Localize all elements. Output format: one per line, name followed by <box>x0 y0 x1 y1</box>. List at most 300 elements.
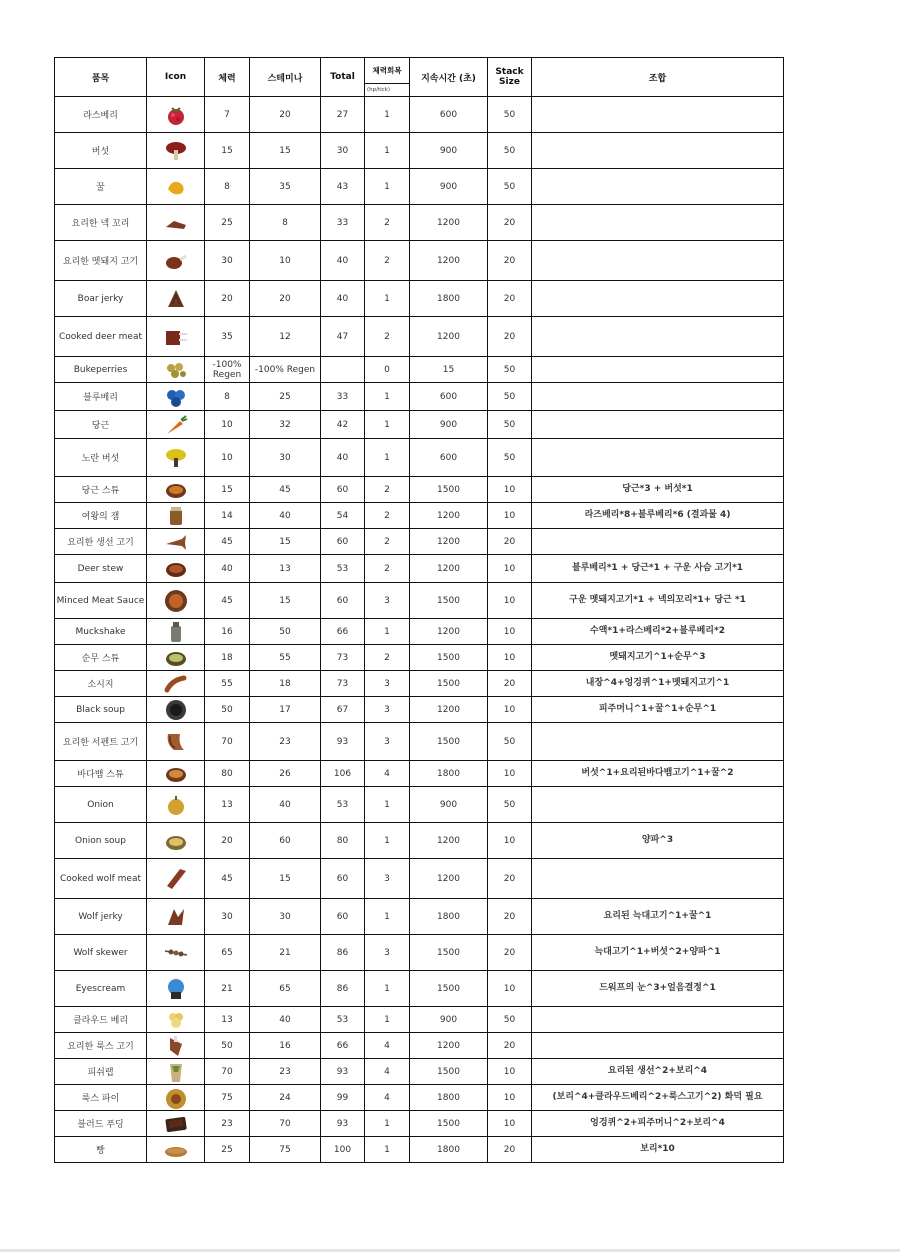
table-row <box>55 241 784 281</box>
regen-value: 1 <box>365 823 410 859</box>
regen-value: 1 <box>365 411 410 439</box>
item-icon-cell <box>147 555 205 583</box>
table-row <box>55 583 784 619</box>
item-icon-cell <box>147 859 205 899</box>
recipe-value: 요리된 생선^2+보리^4 <box>532 1059 784 1085</box>
stamina-value: 15 <box>250 583 321 619</box>
total-value: 33 <box>321 205 365 241</box>
stamina-value: 65 <box>250 971 321 1007</box>
table-row <box>55 357 784 383</box>
stack-size-value: 10 <box>488 971 532 1007</box>
item-name: 블러드 푸딩 <box>55 1111 147 1137</box>
table-row <box>55 411 784 439</box>
table-row <box>55 97 784 133</box>
regen-value: 2 <box>365 205 410 241</box>
regen-value: 2 <box>365 317 410 357</box>
recipe-value: 드워프의 눈^3+얼음결정^1 <box>532 971 784 1007</box>
table-row <box>55 935 784 971</box>
total-value: 33 <box>321 383 365 411</box>
eyescream-icon <box>164 977 188 1001</box>
recipe-value <box>532 281 784 317</box>
table-row <box>55 619 784 645</box>
table-row <box>55 317 784 357</box>
recipe-value: 늑대고기^1+버섯^2+양파^1 <box>532 935 784 971</box>
stamina-value: 23 <box>250 1059 321 1085</box>
item-name: 클라우드 베리 <box>55 1007 147 1033</box>
header-total: Total <box>321 58 365 97</box>
table-row <box>55 761 784 787</box>
table-row <box>55 1111 784 1137</box>
stamina-value: 15 <box>250 133 321 169</box>
item-name: Wolf skewer <box>55 935 147 971</box>
honey-icon <box>164 175 188 199</box>
regen-value: 0 <box>365 357 410 383</box>
table-row <box>55 1007 784 1033</box>
cooked-neck-tail-icon <box>164 211 188 235</box>
duration-value: 1500 <box>410 583 488 619</box>
recipe-value: 멧돼지고기^1+순무^3 <box>532 645 784 671</box>
recipe-value: 라즈베리*8+블루베리*6 (결과물 4) <box>532 503 784 529</box>
stack-size-value: 50 <box>488 723 532 761</box>
health-value: 35 <box>205 317 250 357</box>
stack-size-value: 20 <box>488 317 532 357</box>
total-value: 93 <box>321 723 365 761</box>
recipe-value <box>532 787 784 823</box>
item-name: 순무 스튜 <box>55 645 147 671</box>
item-name: 꿀 <box>55 169 147 205</box>
cooked-fish-icon <box>164 530 188 554</box>
item-name: 노란 버섯 <box>55 439 147 477</box>
recipe-value: 버섯^1+요리된바다뱀고기^1+꿀^2 <box>532 761 784 787</box>
health-value: 8 <box>205 169 250 205</box>
item-name: Cooked deer meat <box>55 317 147 357</box>
item-name: Minced Meat Sauce <box>55 583 147 619</box>
stamina-value: 30 <box>250 439 321 477</box>
recipe-value: 엉겅퀴^2+피주머니^2+보리^4 <box>532 1111 784 1137</box>
stamina-value: 13 <box>250 555 321 583</box>
duration-value: 1200 <box>410 859 488 899</box>
bukeperries-icon <box>164 358 188 382</box>
duration-value: 600 <box>410 383 488 411</box>
duration-value: 1200 <box>410 317 488 357</box>
item-name: 라스베리 <box>55 97 147 133</box>
item-name: Muckshake <box>55 619 147 645</box>
item-icon-cell <box>147 899 205 935</box>
recipe-value <box>532 383 784 411</box>
carrot-icon <box>164 413 188 437</box>
item-name: 요리한 서펜트 고기 <box>55 723 147 761</box>
item-icon-cell <box>147 411 205 439</box>
stamina-value: 30 <box>250 899 321 935</box>
regen-value: 4 <box>365 1059 410 1085</box>
blood-pudding-icon <box>164 1112 188 1136</box>
yellow-mushroom-icon <box>164 446 188 470</box>
table-row <box>55 169 784 205</box>
health-value: 55 <box>205 671 250 697</box>
header-row <box>55 58 784 97</box>
table-row <box>55 1085 784 1111</box>
item-name: 요리한 룩스 고기 <box>55 1033 147 1059</box>
health-value: 75 <box>205 1085 250 1111</box>
stack-size-value: 50 <box>488 787 532 823</box>
item-icon-cell <box>147 1137 205 1163</box>
total-value: 42 <box>321 411 365 439</box>
health-value: 70 <box>205 1059 250 1085</box>
table-row <box>55 133 784 169</box>
recipe-value <box>532 97 784 133</box>
duration-value: 900 <box>410 133 488 169</box>
lox-pie-icon <box>164 1086 188 1110</box>
regen-value: 1 <box>365 787 410 823</box>
header-icon: Icon <box>147 58 205 97</box>
stamina-value: 70 <box>250 1111 321 1137</box>
item-name: 당근 스튜 <box>55 477 147 503</box>
duration-value: 1500 <box>410 477 488 503</box>
regen-value: 3 <box>365 935 410 971</box>
health-value: 14 <box>205 503 250 529</box>
health-value: 23 <box>205 1111 250 1137</box>
item-icon-cell <box>147 281 205 317</box>
duration-value: 15 <box>410 357 488 383</box>
queens-jam-icon <box>164 504 188 528</box>
stamina-value: 32 <box>250 411 321 439</box>
stamina-value: 45 <box>250 477 321 503</box>
black-soup-icon <box>164 698 188 722</box>
health-value: 50 <box>205 697 250 723</box>
stamina-value: 20 <box>250 281 321 317</box>
stamina-value: 50 <box>250 619 321 645</box>
recipe-value: 보리*10 <box>532 1137 784 1163</box>
turnip-stew-icon <box>164 646 188 670</box>
item-name: Deer stew <box>55 555 147 583</box>
duration-value: 600 <box>410 439 488 477</box>
duration-value: 1200 <box>410 619 488 645</box>
item-icon-cell <box>147 1007 205 1033</box>
item-name: 빵 <box>55 1137 147 1163</box>
item-icon-cell <box>147 1085 205 1111</box>
item-name: 요리한 넥 꼬리 <box>55 205 147 241</box>
total-value: 86 <box>321 935 365 971</box>
health-value: -100% Regen <box>205 357 250 383</box>
wolf-skewer-icon <box>164 941 188 965</box>
raspberry-icon <box>164 103 188 127</box>
health-value: 40 <box>205 555 250 583</box>
table-row <box>55 859 784 899</box>
total-value: 47 <box>321 317 365 357</box>
health-value: 18 <box>205 645 250 671</box>
total-value: 100 <box>321 1137 365 1163</box>
total-value: 40 <box>321 281 365 317</box>
total-value: 60 <box>321 529 365 555</box>
stamina-value: 40 <box>250 787 321 823</box>
health-value: 15 <box>205 477 250 503</box>
item-name: 요리한 생선 고기 <box>55 529 147 555</box>
duration-value: 1500 <box>410 971 488 1007</box>
duration-value: 1200 <box>410 823 488 859</box>
table-row <box>55 823 784 859</box>
mushroom-icon <box>164 139 188 163</box>
header-item: 품목 <box>55 58 147 97</box>
table-row <box>55 1033 784 1059</box>
recipe-value: 당근*3 + 버섯*1 <box>532 477 784 503</box>
duration-value: 1800 <box>410 1137 488 1163</box>
duration-value: 900 <box>410 169 488 205</box>
health-value: 8 <box>205 383 250 411</box>
health-value: 50 <box>205 1033 250 1059</box>
item-icon-cell <box>147 357 205 383</box>
item-name: Black soup <box>55 697 147 723</box>
cooked-serpent-meat-icon <box>164 730 188 754</box>
duration-value: 1200 <box>410 241 488 281</box>
regen-value: 4 <box>365 1033 410 1059</box>
regen-value: 2 <box>365 555 410 583</box>
total-value: 43 <box>321 169 365 205</box>
recipe-value <box>532 241 784 281</box>
stamina-value: 17 <box>250 697 321 723</box>
sausage-icon <box>164 672 188 696</box>
stack-size-value: 50 <box>488 97 532 133</box>
total-value: 93 <box>321 1059 365 1085</box>
stack-size-value: 20 <box>488 281 532 317</box>
item-icon-cell <box>147 241 205 281</box>
duration-value: 1500 <box>410 723 488 761</box>
item-icon-cell <box>147 761 205 787</box>
stamina-value: 12 <box>250 317 321 357</box>
recipe-value <box>532 723 784 761</box>
item-icon-cell <box>147 697 205 723</box>
item-name: Bukeperries <box>55 357 147 383</box>
total-value: 27 <box>321 97 365 133</box>
total-value: 54 <box>321 503 365 529</box>
stack-size-value: 10 <box>488 1059 532 1085</box>
onion-soup-icon <box>164 829 188 853</box>
stamina-value: 21 <box>250 935 321 971</box>
health-value: 25 <box>205 1137 250 1163</box>
duration-value: 1500 <box>410 671 488 697</box>
item-icon-cell <box>147 619 205 645</box>
regen-value: 3 <box>365 859 410 899</box>
wolf-jerky-icon <box>164 905 188 929</box>
regen-value: 1 <box>365 1137 410 1163</box>
stack-size-value: 10 <box>488 583 532 619</box>
stamina-value: 24 <box>250 1085 321 1111</box>
stamina-value: 40 <box>250 503 321 529</box>
table-row <box>55 1137 784 1163</box>
cooked-lox-meat-icon <box>164 1034 188 1058</box>
item-icon-cell <box>147 583 205 619</box>
duration-value: 1200 <box>410 555 488 583</box>
item-icon-cell <box>147 1111 205 1137</box>
duration-value: 1500 <box>410 1059 488 1085</box>
regen-value: 3 <box>365 697 410 723</box>
health-value: 20 <box>205 281 250 317</box>
item-icon-cell <box>147 1059 205 1085</box>
stamina-value: 75 <box>250 1137 321 1163</box>
header-duration: 지속시간 (초) <box>410 58 488 97</box>
duration-value: 1800 <box>410 281 488 317</box>
recipe-value <box>532 357 784 383</box>
item-name: 버섯 <box>55 133 147 169</box>
header-hp-regen-unit: (hp/tick) <box>367 86 391 93</box>
item-name: Cooked wolf meat <box>55 859 147 899</box>
item-icon-cell <box>147 133 205 169</box>
item-name: 당근 <box>55 411 147 439</box>
item-icon-cell <box>147 205 205 241</box>
item-icon-cell <box>147 935 205 971</box>
total-value: 86 <box>321 971 365 1007</box>
item-name: 블루베리 <box>55 383 147 411</box>
table-row <box>55 723 784 761</box>
duration-value: 1200 <box>410 1033 488 1059</box>
duration-value: 1500 <box>410 645 488 671</box>
stamina-value: 20 <box>250 97 321 133</box>
recipe-value <box>532 205 784 241</box>
cooked-deer-meat-icon <box>164 325 188 349</box>
regen-value: 1 <box>365 899 410 935</box>
deer-stew-icon <box>164 557 188 581</box>
duration-value: 600 <box>410 97 488 133</box>
stack-size-value: 10 <box>488 555 532 583</box>
recipe-value <box>532 169 784 205</box>
regen-value: 1 <box>365 97 410 133</box>
fish-wrap-icon <box>164 1060 188 1084</box>
table-row <box>55 205 784 241</box>
item-name: 피쉬랩 <box>55 1059 147 1085</box>
table-row <box>55 787 784 823</box>
duration-value: 1800 <box>410 899 488 935</box>
health-value: 13 <box>205 1007 250 1033</box>
recipe-value: 내장^4+엉겅퀴^1+멧돼지고기^1 <box>532 671 784 697</box>
stamina-value: 18 <box>250 671 321 697</box>
recipe-value: 피주머니^1+꿀^1+순무^1 <box>532 697 784 723</box>
duration-value: 1800 <box>410 761 488 787</box>
stamina-value: 55 <box>250 645 321 671</box>
regen-value: 1 <box>365 1111 410 1137</box>
duration-value: 1500 <box>410 935 488 971</box>
item-icon-cell <box>147 723 205 761</box>
stack-size-value: 20 <box>488 241 532 281</box>
stack-size-value: 50 <box>488 1007 532 1033</box>
stack-size-value: 20 <box>488 205 532 241</box>
item-icon-cell <box>147 787 205 823</box>
regen-value: 1 <box>365 1007 410 1033</box>
stamina-value: 16 <box>250 1033 321 1059</box>
recipe-value: 구운 멧돼지고기*1 + 넥의꼬리*1+ 당근 *1 <box>532 583 784 619</box>
header-hp-regen <box>365 58 410 97</box>
item-icon-cell <box>147 823 205 859</box>
item-icon-cell <box>147 169 205 205</box>
stack-size-value: 10 <box>488 697 532 723</box>
stack-size-value: 10 <box>488 645 532 671</box>
table-row <box>55 671 784 697</box>
total-value: 73 <box>321 671 365 697</box>
item-icon-cell <box>147 317 205 357</box>
total-value: 60 <box>321 583 365 619</box>
regen-value: 1 <box>365 971 410 1007</box>
health-value: 20 <box>205 823 250 859</box>
stack-size-value: 20 <box>488 1137 532 1163</box>
stack-size-value: 10 <box>488 761 532 787</box>
health-value: 30 <box>205 241 250 281</box>
regen-value: 2 <box>365 477 410 503</box>
regen-value: 2 <box>365 645 410 671</box>
item-name: Onion <box>55 787 147 823</box>
total-value: 53 <box>321 555 365 583</box>
health-value: 10 <box>205 411 250 439</box>
item-icon-cell <box>147 671 205 697</box>
header-hp-regen-label: 체력회복 <box>365 59 409 84</box>
duration-value: 1500 <box>410 1111 488 1137</box>
total-value: 73 <box>321 645 365 671</box>
header-stack-size: Stack Size <box>488 58 532 97</box>
table-row <box>55 503 784 529</box>
recipe-value: 블루베리*1 + 당근*1 + 구운 사슴 고기*1 <box>532 555 784 583</box>
item-icon-cell <box>147 383 205 411</box>
stamina-value: 15 <box>250 529 321 555</box>
regen-value: 2 <box>365 503 410 529</box>
total-value: 40 <box>321 241 365 281</box>
total-value: 66 <box>321 1033 365 1059</box>
stack-size-value: 10 <box>488 619 532 645</box>
health-value: 10 <box>205 439 250 477</box>
item-name: 요리한 멧돼지 고기 <box>55 241 147 281</box>
regen-value: 4 <box>365 1085 410 1111</box>
total-value: 53 <box>321 787 365 823</box>
duration-value: 1200 <box>410 697 488 723</box>
recipe-value: (보리^4+클라우드베리^2+룩스고기^2) 화덕 필요 <box>532 1085 784 1111</box>
total-value: 66 <box>321 619 365 645</box>
item-icon-cell <box>147 971 205 1007</box>
regen-value: 3 <box>365 583 410 619</box>
cooked-wolf-meat-icon <box>164 867 188 891</box>
stack-size-value: 10 <box>488 477 532 503</box>
food-table <box>54 57 784 1163</box>
regen-value: 1 <box>365 619 410 645</box>
duration-value: 900 <box>410 411 488 439</box>
stack-size-value: 20 <box>488 529 532 555</box>
stack-size-value: 20 <box>488 671 532 697</box>
table-row <box>55 477 784 503</box>
item-name: 룩스 파이 <box>55 1085 147 1111</box>
table-row <box>55 697 784 723</box>
carrot-stew-icon <box>164 478 188 502</box>
total-value: 106 <box>321 761 365 787</box>
table-row <box>55 529 784 555</box>
item-name: Wolf jerky <box>55 899 147 935</box>
stamina-value: 10 <box>250 241 321 281</box>
stamina-value: 15 <box>250 859 321 899</box>
regen-value: 1 <box>365 281 410 317</box>
stamina-value: 26 <box>250 761 321 787</box>
cooked-boar-meat-icon <box>164 249 188 273</box>
serpent-stew-icon <box>164 762 188 786</box>
health-value: 45 <box>205 529 250 555</box>
blueberry-icon <box>164 385 188 409</box>
stamina-value: 23 <box>250 723 321 761</box>
table-row <box>55 555 784 583</box>
regen-value: 1 <box>365 383 410 411</box>
header-stamina: 스테미나 <box>250 58 321 97</box>
health-value: 16 <box>205 619 250 645</box>
stack-size-value: 50 <box>488 133 532 169</box>
regen-value: 1 <box>365 439 410 477</box>
onion-icon <box>164 793 188 817</box>
regen-value: 1 <box>365 133 410 169</box>
duration-value: 900 <box>410 1007 488 1033</box>
health-value: 21 <box>205 971 250 1007</box>
stack-size-value: 10 <box>488 503 532 529</box>
regen-value: 2 <box>365 241 410 281</box>
